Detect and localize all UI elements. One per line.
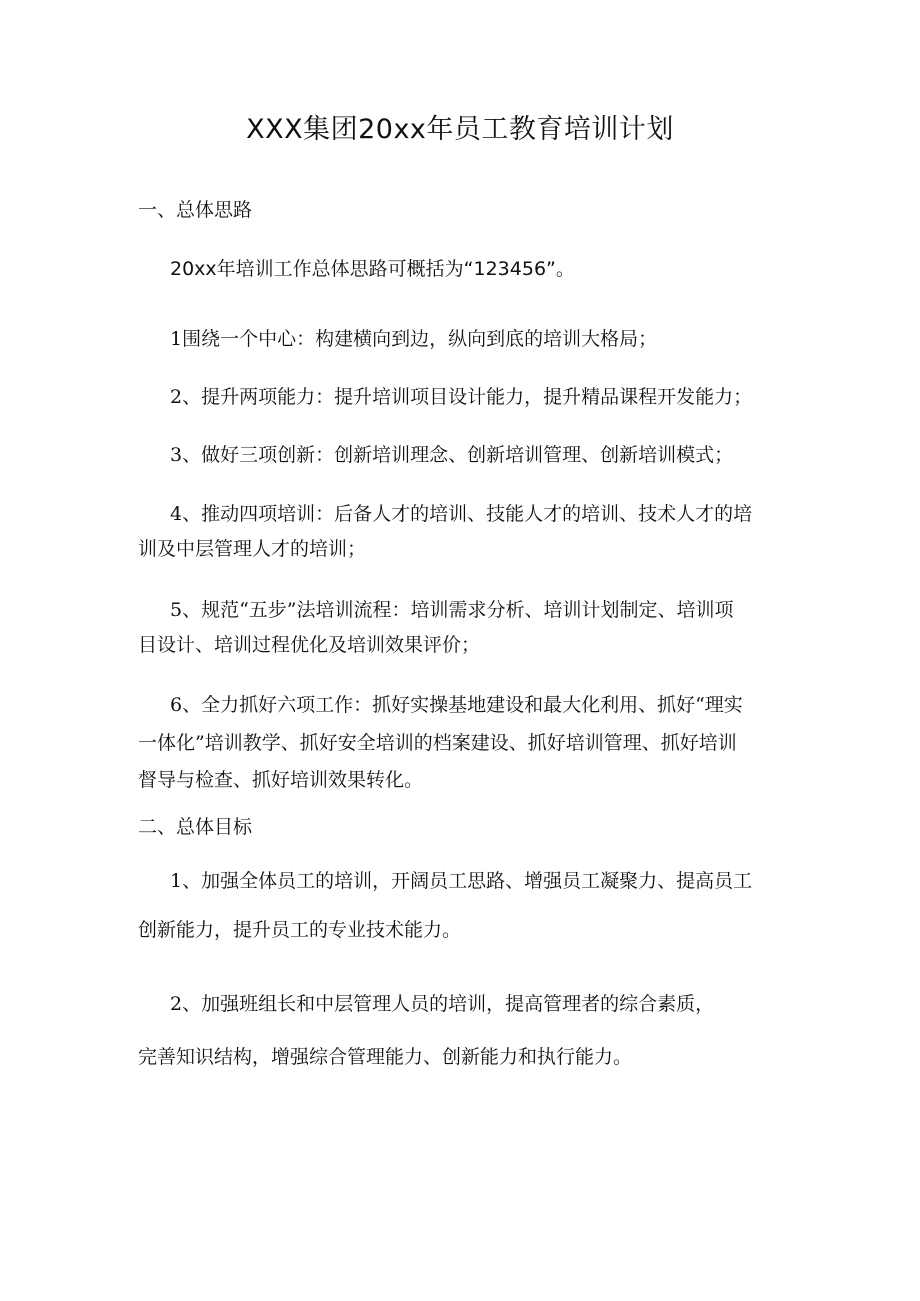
section2-heading: 二、总体目标 — [138, 816, 253, 838]
paragraph-line: 督导与检查、抓好培训效果转化。 — [138, 769, 424, 791]
section1-heading: 一、总体思路 — [138, 199, 253, 221]
paragraph-line: 6、全力抓好六项工作：抓好实操基地建设和最大化利用、抓好“理实 — [170, 694, 743, 716]
paragraph-line: 5、规范“五步”法培训流程：培训需求分析、培训计划制定、培训项 — [170, 599, 734, 621]
paragraph-line: 创新能力，提升员工的专业技术能力。 — [138, 919, 462, 941]
paragraph-line: 3、做好三项创新：创新培训理念、创新培训管理、创新培训模式； — [170, 444, 734, 466]
paragraph-line: 4、推动四项培训：后备人才的培训、技能人才的培训、技术人才的培 — [170, 503, 753, 525]
section1-intro: 20xx年培训工作总体思路可概括为“123456”。 — [170, 258, 575, 280]
document-title: XXX集团20xx年员工教育培训计划 — [246, 114, 674, 145]
paragraph-line: 一体化”培训教学、抓好安全培训的档案建设、抓好培训管理、抓好培训 — [138, 732, 737, 754]
paragraph-line: 2、提升两项能力：提升培训项目设计能力，提升精品课程开发能力； — [170, 386, 753, 408]
paragraph-line: 训及中层管理人才的培训； — [138, 538, 367, 560]
paragraph-line: 目设计、培训过程优化及培训效果评价； — [138, 634, 481, 656]
paragraph-line: 完善知识结构，增强综合管理能力、创新能力和执行能力。 — [138, 1046, 633, 1068]
paragraph-line: 2、加强班组长和中层管理人员的培训，提高管理者的综合素质， — [170, 993, 715, 1015]
paragraph-line: 1围绕一个中心：构建横向到边，纵向到底的培训大格局； — [170, 328, 658, 350]
paragraph-line: 1、加强全体员工的培训，开阔员工思路、增强员工凝聚力、提高员工 — [170, 870, 753, 892]
